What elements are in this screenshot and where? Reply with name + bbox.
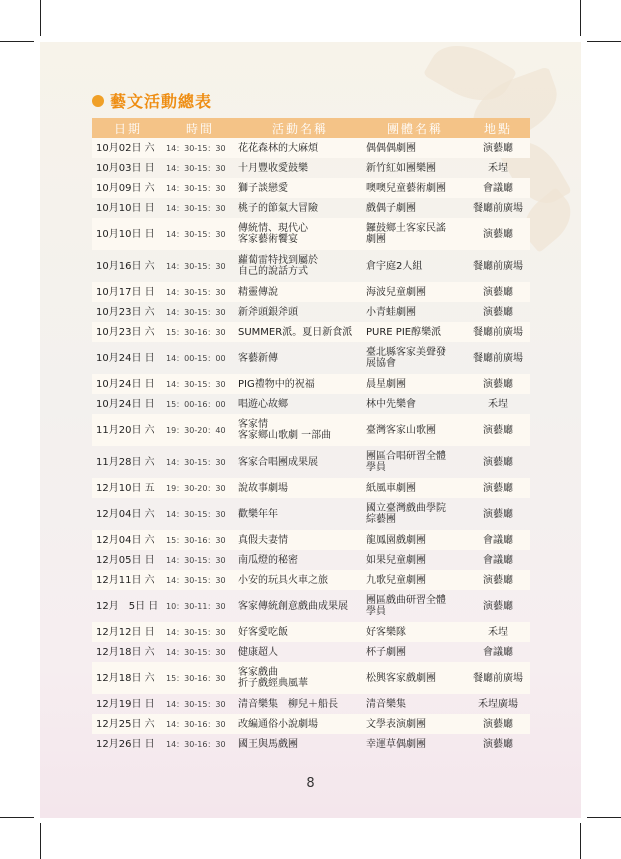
cell-time: 15：30-16：30 — [164, 662, 236, 694]
cell-group: 小青蛙劇團 — [366, 306, 416, 318]
cell-group: 紙風車劇團 — [364, 478, 466, 498]
cell-venue: 演藝廳 — [466, 218, 530, 250]
header-date: 日期 — [92, 118, 164, 138]
cell-group: 噢噢兒童藝術劇團 — [364, 178, 466, 198]
cell-time: 14：30-16：30 — [166, 739, 226, 749]
cell-date: 12月12日 日 — [92, 622, 164, 642]
cell-event: 新斧頭銀斧頭 — [238, 306, 298, 318]
crop-mark — [587, 817, 621, 818]
cell-venue: 演藝廳 — [466, 414, 530, 446]
cell-time: 14：30-16：30 — [164, 714, 236, 734]
cell-group: 倉宇庭2人組 — [366, 260, 423, 272]
cell-event: 好客愛吃飯 — [236, 622, 364, 642]
cell-time: 14：00-15：00 — [166, 353, 226, 363]
cell-date: 10月10日 日 — [92, 218, 164, 250]
cell-event: 客家情 客家鄉山歌劇 一部曲 — [236, 414, 364, 446]
cell-date: 12月11日 六 — [92, 570, 164, 590]
header-venue: 地點 — [466, 118, 530, 138]
cell-time: 14：30-15：30 — [166, 307, 226, 317]
page-title: 藝文活動總表 — [110, 92, 213, 111]
cell-event: 客藝新傳 — [238, 352, 278, 364]
bullet-icon — [92, 95, 104, 107]
cell-date: 10月09日 六 — [92, 178, 164, 198]
table-row — [92, 394, 530, 414]
cell-venue: 演藝廳 — [483, 738, 513, 750]
cell-date: 12月25日 六 — [92, 714, 164, 734]
cell-event: 清音樂集 柳兒＋船長 — [238, 698, 338, 710]
crop-mark — [587, 41, 621, 42]
cell-date: 10月16日 六 — [96, 260, 155, 272]
cell-time: 15：30-16：30 — [164, 530, 236, 550]
table-row — [92, 530, 530, 550]
cell-date: 10月24日 日 — [96, 398, 155, 410]
cell-time: 14：30-15：30 — [164, 282, 236, 302]
cell-date: 12月18日 六 — [92, 662, 164, 694]
cell-date: 12月04日 六 — [92, 530, 164, 550]
cell-event: 獅子談戀愛 — [236, 178, 364, 198]
table-row — [92, 498, 530, 530]
cell-event: 國王與馬戲團 — [238, 738, 298, 750]
cell-venue: 演藝廳 — [483, 306, 513, 318]
cell-group: 鑼鼓鄉土客家民謠 劇團 — [364, 218, 466, 250]
cell-event: 說故事劇場 — [236, 478, 364, 498]
cell-event: 小安的玩具火車之旅 — [236, 570, 364, 590]
cell-event: SUMMER派。夏日新食派 — [236, 322, 364, 342]
cell-group: 幸運草偶劇團 — [366, 738, 426, 750]
cell-venue: 餐廳前廣場 — [473, 202, 523, 214]
cell-group: PURE PIE醇樂派 — [364, 322, 466, 342]
cell-venue: 禾埕 — [488, 398, 508, 410]
cell-group: 戲偶子劇團 — [366, 202, 416, 214]
table-header-row — [92, 118, 530, 138]
cell-event: 南瓜燈的秘密 — [238, 554, 298, 566]
cell-time: 14：30-15：30 — [166, 203, 226, 213]
crop-mark — [580, 823, 581, 859]
cell-date: 12月04日 六 — [96, 508, 155, 520]
cell-venue: 演藝廳 — [466, 374, 530, 394]
cell-group: 清音樂集 — [366, 698, 406, 710]
cell-event: 客家傳統創意戲曲成果展 — [238, 600, 348, 612]
cell-time: 14：30-15：30 — [164, 178, 236, 198]
cell-venue: 演藝廳 — [466, 714, 530, 734]
table-row — [92, 302, 530, 322]
table-row — [92, 218, 530, 250]
cell-event: 十月豐收愛鼓樂 — [238, 162, 308, 174]
cell-time: 14：30-15：30 — [164, 138, 236, 158]
cell-time: 14：30-15：30 — [166, 261, 226, 271]
cell-venue: 餐廳前廣場 — [473, 352, 523, 364]
cell-venue: 演藝廳 — [466, 282, 530, 302]
cell-event: 蘿蔔雷特找到屬於 自己的說話方式 — [238, 255, 318, 277]
cell-date: 10月17日 日 — [92, 282, 164, 302]
cell-group: 晨星劇團 — [364, 374, 466, 394]
page-number: 8 — [306, 776, 315, 791]
cell-event: 改編通俗小說劇場 — [236, 714, 364, 734]
table-row — [92, 374, 530, 394]
table-row — [92, 734, 530, 754]
cell-group: 團區合唱研習全體 學員 — [366, 451, 446, 473]
cell-event: 歡樂年年 — [238, 508, 278, 520]
cell-time: 14：30-15：30 — [166, 555, 226, 565]
cell-date: 12月18日 六 — [96, 646, 155, 658]
cell-group: 如果兒童劇團 — [366, 554, 426, 566]
cell-group: 九歌兒童劇團 — [364, 570, 466, 590]
cell-group: 文學表演劇團 — [364, 714, 466, 734]
cell-venue: 演藝廳 — [466, 138, 530, 158]
cell-date: 11月20日 六 — [92, 414, 164, 446]
cell-date: 12月05日 日 — [96, 554, 155, 566]
cell-venue: 餐廳前廣場 — [473, 260, 523, 272]
cell-date: 12月26日 日 — [96, 738, 155, 750]
cell-event: 真假夫妻情 — [236, 530, 364, 550]
cell-date: 10月23日 六 — [96, 306, 155, 318]
cell-time: 19：30-20：30 — [164, 478, 236, 498]
cell-time: 14：30-15：30 — [164, 622, 236, 642]
table-row — [92, 446, 530, 478]
cell-date: 10月03日 日 — [96, 162, 155, 174]
cell-event: 精靈傳說 — [236, 282, 364, 302]
header-time: 時間 — [164, 118, 236, 138]
cell-venue: 演藝廳 — [483, 508, 513, 520]
table-row — [92, 414, 530, 446]
cell-venue: 演藝廳 — [483, 456, 513, 468]
table-row — [92, 714, 530, 734]
table-row — [92, 342, 530, 374]
cell-time: 14：30-15：30 — [166, 509, 226, 519]
cell-event: 傳統情、現代心 客家藝術饗宴 — [236, 218, 364, 250]
cell-venue: 會議廳 — [483, 646, 513, 658]
cell-date: 11月28日 六 — [96, 456, 155, 468]
cell-group: 偶偶偶劇團 — [364, 138, 466, 158]
cell-group: 龍鳳園戲劇團 — [364, 530, 466, 550]
events-table — [92, 118, 530, 754]
cell-group: 國立臺灣戲曲學院 綜藝團 — [366, 503, 446, 525]
cell-venue: 餐廳前廣場 — [466, 322, 530, 342]
cell-time: 14：30-15：30 — [166, 699, 226, 709]
crop-mark — [580, 0, 581, 36]
cell-time: 14：30-15：30 — [164, 218, 236, 250]
cell-group: 臺北縣客家美聲發 展協會 — [366, 347, 446, 369]
table-row — [92, 550, 530, 570]
cell-venue: 演藝廳 — [466, 478, 530, 498]
cell-event: 唱遊心故鄉 — [238, 398, 288, 410]
cell-venue: 演藝廳 — [483, 600, 513, 612]
table-row — [92, 662, 530, 694]
table-row — [92, 622, 530, 642]
cell-group: 團區戲曲研習全體 學員 — [366, 595, 446, 617]
cell-group: 林中先樂會 — [366, 398, 416, 410]
header-group: 團體名稱 — [364, 118, 466, 138]
crop-mark — [40, 0, 41, 36]
cell-event: 花花森林的大麻煩 — [236, 138, 364, 158]
cell-event: 客家合唱團成果展 — [238, 456, 318, 468]
section-heading — [92, 89, 212, 112]
cell-venue: 餐廳前廣場 — [466, 662, 530, 694]
cell-date: 10月23日 六 — [92, 322, 164, 342]
table-row — [92, 198, 530, 218]
cell-event: 健康超人 — [238, 646, 278, 658]
table-row — [92, 694, 530, 714]
cell-date: 12月 5日 日 — [96, 600, 159, 612]
cell-date: 10月02日 六 — [92, 138, 164, 158]
cell-group: 新竹紅如團樂團 — [366, 162, 436, 174]
cell-venue: 禾埕 — [466, 622, 530, 642]
cell-time: 14：30-15：30 — [166, 163, 226, 173]
cell-time: 14：30-15：30 — [164, 374, 236, 394]
table-row — [92, 642, 530, 662]
cell-group: 松興客家戲劇團 — [364, 662, 466, 694]
cell-venue: 禾埕廣場 — [478, 698, 518, 710]
table-row — [92, 178, 530, 198]
cell-time: 15：00-16：00 — [166, 399, 226, 409]
cell-venue: 會議廳 — [483, 554, 513, 566]
crop-mark — [40, 823, 41, 859]
cell-group: 好客樂隊 — [364, 622, 466, 642]
cell-group: 杯子劇團 — [366, 646, 406, 658]
table-row — [92, 158, 530, 178]
cell-date: 12月10日 五 — [92, 478, 164, 498]
table-row — [92, 250, 530, 282]
cell-time: 14：30-15：30 — [164, 570, 236, 590]
cell-event: 桃子的節氣大冒險 — [238, 202, 318, 214]
table-row — [92, 570, 530, 590]
table-row — [92, 322, 530, 342]
cell-venue: 會議廳 — [466, 178, 530, 198]
cell-group: 海波兒童劇團 — [364, 282, 466, 302]
cell-venue: 禾埕 — [488, 162, 508, 174]
crop-mark — [0, 41, 34, 42]
cell-date: 10月10日 日 — [96, 202, 155, 214]
cell-group: 臺灣客家山歌團 — [364, 414, 466, 446]
cell-time: 14：30-15：30 — [166, 647, 226, 657]
cell-date: 10月24日 日 — [92, 374, 164, 394]
cell-venue: 演藝廳 — [466, 570, 530, 590]
table-row — [92, 478, 530, 498]
header-event: 活動名稱 — [236, 118, 364, 138]
table-row — [92, 138, 530, 158]
table-row — [92, 590, 530, 622]
cell-venue: 會議廳 — [466, 530, 530, 550]
table-row — [92, 282, 530, 302]
cell-time: 19：30-20：40 — [164, 414, 236, 446]
cell-event: 客家戲曲 折子戲經典風華 — [236, 662, 364, 694]
cell-date: 12月19日 日 — [96, 698, 155, 710]
crop-mark — [0, 817, 34, 818]
cell-time: 15：30-16：30 — [164, 322, 236, 342]
cell-date: 10月24日 日 — [96, 352, 155, 364]
cell-time: 14：30-15：30 — [166, 457, 226, 467]
cell-time: 10：30-11：30 — [166, 601, 226, 611]
cell-event: PIG禮物中的祝福 — [236, 374, 364, 394]
